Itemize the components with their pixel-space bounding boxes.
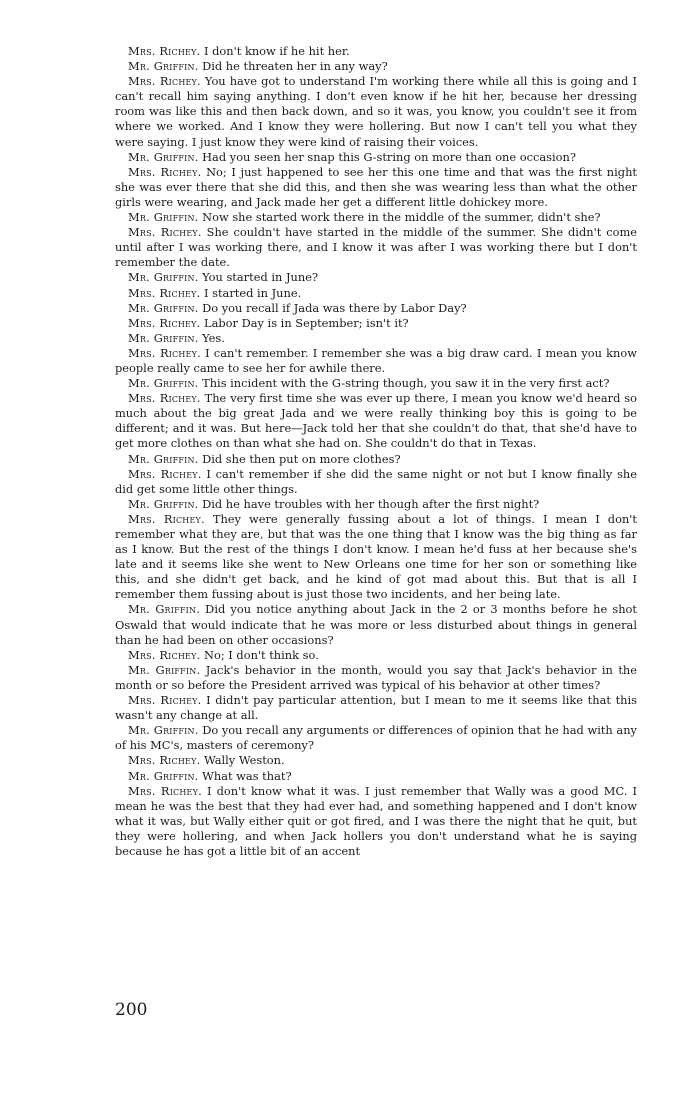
speaker-label: Mrs. Richey. bbox=[128, 693, 202, 708]
testimony-paragraph bbox=[115, 467, 637, 497]
paragraph-text: No; I don't think so. bbox=[200, 647, 319, 662]
paragraph-text: Did he threaten her in any way? bbox=[198, 59, 388, 74]
testimony-paragraph bbox=[115, 512, 637, 603]
testimony-paragraph bbox=[115, 376, 637, 391]
paragraph-text: Had you seen her snap this G-string on more than one occasion? bbox=[198, 149, 576, 164]
paragraph-text: I started in June. bbox=[200, 285, 302, 300]
paragraph-text: Wally Weston. bbox=[200, 753, 285, 768]
paragraph-text: You have got to understand I'm working there while all this is going and I can't recall him saying anything. I don't even know if he hit her, because her dressing room was like this and then back down, and so it was, you know, you couldn't see it from where we worked. And I know they were hollering. But now I can't tell you what they were saying. I just know they were kind of raising their voices. bbox=[115, 74, 638, 149]
paragraph-text: I can't remember if she did the same night or not but I know finally she did get some little other things. bbox=[115, 466, 637, 496]
testimony-paragraph bbox=[115, 693, 637, 723]
paragraph-text: They were generally fussing about a lot of things. I mean I don't remember what they are, but that was the one thing that I know was the big thing as far as I know. But the rest of the things I don't know. I mean he'd fuss at her because she's late and it seems like she went to New Orleans one time for her son or something like this, and she didn't get back, and he kind of got mad about this. But that is all I remember them fussing about is just those two incidents, and her being late. bbox=[115, 511, 637, 602]
speaker-label: Mr. Griffin. bbox=[128, 376, 199, 391]
document-body bbox=[115, 44, 637, 859]
testimony-paragraph bbox=[115, 301, 637, 316]
paragraph-text: She couldn't have started in the middle of the summer. She didn't come until after I was working there, and I know it was after I was working there but I don't remember the date. bbox=[115, 225, 637, 270]
speaker-label: Mrs. Richey. bbox=[128, 783, 202, 798]
testimony-paragraph bbox=[115, 602, 637, 647]
speaker-label: Mrs. Richey. bbox=[128, 511, 205, 526]
paragraph-text: Did you notice anything about Jack in the 2 or 3 months before he shot Oswald that would indicate that he was more or less disturbed about things in general than he had been on other occasions? bbox=[115, 602, 637, 647]
paragraph-text: Did he have troubles with her though after the first night? bbox=[198, 496, 540, 511]
speaker-label: Mr. Griffin. bbox=[128, 330, 199, 345]
paragraph-text: You started in June? bbox=[198, 270, 319, 285]
paragraph-text: Yes. bbox=[198, 330, 225, 345]
testimony-paragraph bbox=[115, 270, 637, 285]
paragraph-text: Now she started work there in the middle of the summer, didn't she? bbox=[198, 210, 601, 225]
speaker-label: Mr. Griffin. bbox=[128, 662, 201, 677]
testimony-paragraph bbox=[115, 286, 637, 301]
testimony-paragraph bbox=[115, 150, 637, 165]
testimony-paragraph bbox=[115, 225, 637, 270]
paragraph-text: Jack's behavior in the month, would you say that Jack's behavior in the month or so before the President arrived was typical of his behavior at other times? bbox=[115, 662, 637, 692]
paragraph-text: Do you recall any arguments or differences of opinion that he had with any of his MC's, masters of ceremony? bbox=[115, 723, 637, 753]
paragraph-text: No; I just happened to see her this one time and that was the first night she was ever there that she did this, and then she was wearing less than what the other girls were wearing, and Jack made her get a different little dohickey more. bbox=[115, 164, 637, 209]
testimony-paragraph bbox=[115, 769, 637, 784]
speaker-label: Mrs. Richey. bbox=[128, 753, 201, 768]
speaker-label: Mrs. Richey. bbox=[128, 466, 202, 481]
speaker-label: Mr. Griffin. bbox=[128, 451, 199, 466]
speaker-label: Mrs. Richey. bbox=[128, 391, 201, 406]
paragraph-text: Do you recall if Jada was there by Labor Day? bbox=[198, 300, 467, 315]
paragraph-text: I don't know what it was. I just remember that Wally was a good MC. I mean he was the best that they had ever had, and something happened and I don't know what it was, but Wally either quit or got fired, and I was there the night that he quit, but they were hollering, and when Jack hollers you don't understand what he is saying because he has got a little bit of an accent bbox=[115, 783, 637, 858]
speaker-label: Mr. Griffin. bbox=[128, 300, 199, 315]
speaker-label: Mr. Griffin. bbox=[128, 602, 201, 617]
speaker-label: Mrs. Richey. bbox=[128, 225, 202, 240]
speaker-label: Mr. Griffin. bbox=[128, 59, 199, 74]
paragraph-text: I don't know if he hit her. bbox=[200, 44, 350, 58]
paragraph-text: What was that? bbox=[198, 768, 292, 783]
speaker-label: Mr. Griffin. bbox=[128, 270, 199, 285]
testimony-paragraph bbox=[115, 497, 637, 512]
speaker-label: Mrs. Richey. bbox=[128, 74, 201, 89]
speaker-label: Mr. Griffin. bbox=[128, 768, 199, 783]
testimony-paragraph bbox=[115, 331, 637, 346]
speaker-label: Mr. Griffin. bbox=[128, 496, 199, 511]
speaker-label: Mrs. Richey. bbox=[128, 315, 201, 330]
testimony-paragraph bbox=[115, 210, 637, 225]
page-number: 200 bbox=[115, 1000, 148, 1020]
paragraph-text: Did she then put on more clothes? bbox=[198, 451, 401, 466]
testimony-paragraph bbox=[115, 753, 637, 768]
testimony-paragraph bbox=[115, 663, 637, 693]
paragraph-text: I didn't pay particular attention, but I mean to me it seems like that this wasn't any change at all. bbox=[115, 693, 637, 723]
paragraph-text: This incident with the G-string though, you saw it in the very first act? bbox=[198, 376, 610, 391]
testimony-paragraph bbox=[115, 165, 637, 210]
testimony-paragraph bbox=[115, 648, 637, 663]
testimony-paragraph bbox=[115, 44, 637, 59]
testimony-paragraph bbox=[115, 452, 637, 467]
speaker-label: Mr. Griffin. bbox=[128, 149, 199, 164]
paragraph-text: Labor Day is in September; isn't it? bbox=[200, 315, 409, 330]
testimony-paragraph bbox=[115, 784, 637, 859]
testimony-paragraph bbox=[115, 723, 637, 753]
speaker-label: Mrs. Richey. bbox=[128, 164, 202, 179]
speaker-label: Mrs. Richey. bbox=[128, 44, 201, 58]
testimony-paragraph bbox=[115, 391, 637, 451]
speaker-label: Mrs. Richey. bbox=[128, 647, 201, 662]
testimony-paragraph bbox=[115, 74, 637, 149]
speaker-label: Mrs. Richey. bbox=[128, 345, 201, 360]
speaker-label: Mr. Griffin. bbox=[128, 723, 199, 738]
speaker-label: Mrs. Richey. bbox=[128, 285, 201, 300]
paragraph-text: The very first time she was ever up there, I mean you know we'd heard so much about the big great Jada and we were really thinking boy this is going to be different; and it was. But here—Jack told her that she couldn't do that, that she'd have to get more clothes on than what she had on. She couldn't do that in Texas. bbox=[115, 391, 637, 451]
speaker-label: Mr. Griffin. bbox=[128, 210, 199, 225]
paragraph-text: I can't remember. I remember she was a big draw card. I mean you know people really came to see her for awhile there. bbox=[115, 345, 637, 375]
testimony-paragraph bbox=[115, 346, 637, 376]
testimony-paragraph bbox=[115, 59, 637, 74]
testimony-paragraph bbox=[115, 316, 637, 331]
